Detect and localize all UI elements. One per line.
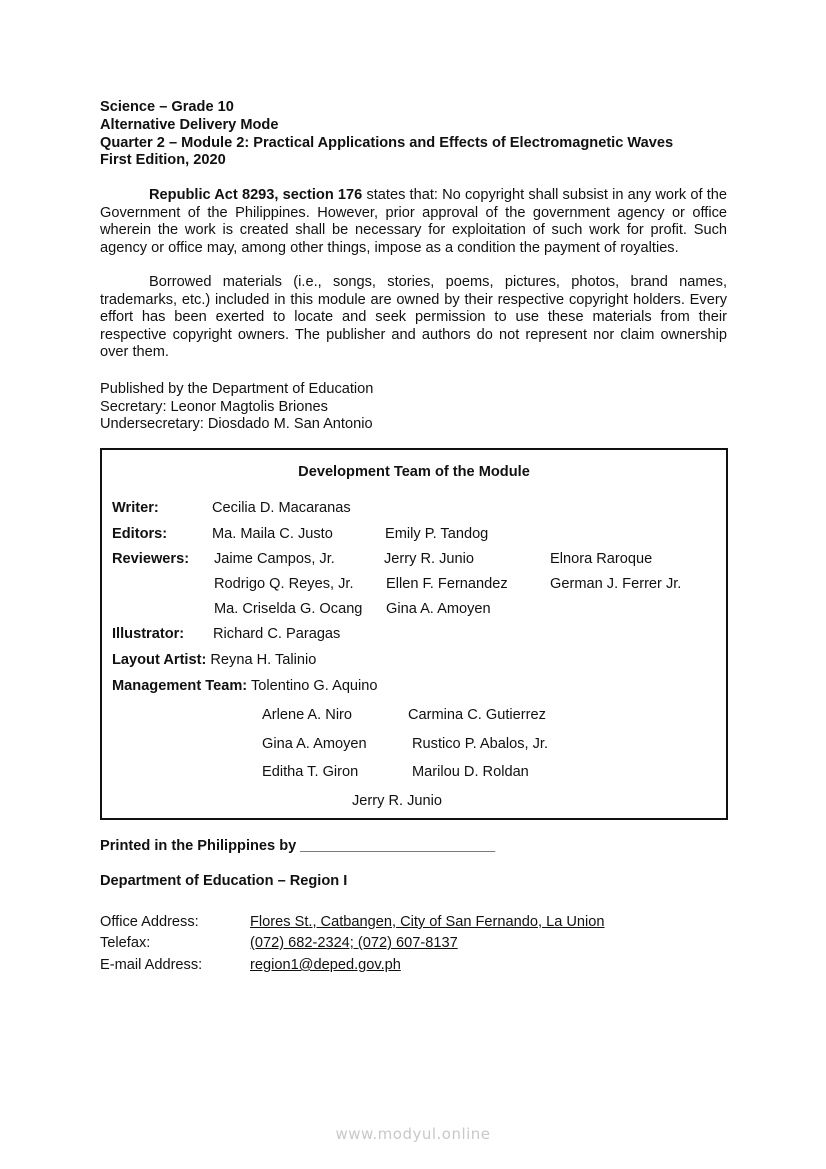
borrowed-materials-paragraph xyxy=(100,274,727,362)
printed-by-label: Printed in the Philippines by xyxy=(100,838,301,854)
printed-by-line xyxy=(100,838,495,854)
layout-artist-label: Layout Artist: xyxy=(112,652,207,668)
printed-by-blank: ________________________ xyxy=(300,838,496,854)
management-member: Arlene A. Niro xyxy=(262,707,353,723)
watermark: www.modyul.online xyxy=(335,1125,491,1143)
borrowed-materials-body: Borrowed materials (i.e., songs, stories, poems, pictures, photos, brand names, trademarks, etc.) included in this module are owned by their respective copyright holders. Every effort has been exerted to locate and seek permission to use these materials from their respective copyright owners. The publisher and authors do not represent nor claim ownership over them. xyxy=(100,274,727,361)
secretary: Secretary: Leonor Magtolis Briones xyxy=(100,398,328,415)
layout-artist-row xyxy=(112,652,316,668)
delivery-mode: Alternative Delivery Mode xyxy=(100,116,279,133)
editors-label: Editors: xyxy=(112,526,168,542)
development-team-title: Development Team of the Module xyxy=(298,464,530,480)
reviewer-name: Jaime Campos, Jr. xyxy=(214,551,335,567)
management-member: Marilou D. Roldan xyxy=(412,764,529,780)
email-label: E-mail Address: xyxy=(100,957,203,973)
management-member: Editha T. Giron xyxy=(262,764,359,780)
development-team-box xyxy=(100,448,728,820)
deped-region-title: Department of Education – Region I xyxy=(100,873,348,889)
writer-label: Writer: xyxy=(112,500,159,516)
edition: First Edition, 2020 xyxy=(100,152,226,169)
management-member: Carmina C. Gutierrez xyxy=(408,707,546,723)
illustrator-name: Richard C. Paragas xyxy=(213,626,341,642)
email-link[interactable]: region1@deped.gov.ph xyxy=(250,957,401,973)
office-address-label: Office Address: xyxy=(100,914,199,930)
reviewer-name: Rodrigo Q. Reyes, Jr. xyxy=(214,576,354,592)
office-address-link[interactable]: Flores St., Catbangen, City of San Fernando, La Union xyxy=(250,914,605,930)
copyright-body: states that: No copyright shall subsist in any work of the Government of the Philippines. However, prior approval of the government agency or office wherein the work is created shall be necessary for exploitation of such work for profit. Such agency or office may, among other things, impose as a condition the payment of royalties. xyxy=(100,187,727,256)
management-team-row xyxy=(112,678,378,694)
reviewer-name: Elnora Raroque xyxy=(550,551,653,567)
management-member: Jerry R. Junio xyxy=(352,793,443,809)
management-member: Gina A. Amoyen xyxy=(262,736,367,752)
document-title-block xyxy=(100,99,673,170)
reviewer-name: Gina A. Amoyen xyxy=(386,601,491,617)
published-by: Published by the Department of Education xyxy=(100,381,374,397)
module-title: Quarter 2 – Module 2: Practical Applications and Effects of Electromagnetic Waves xyxy=(100,134,674,151)
telefax-label: Telefax: xyxy=(100,935,151,951)
illustrator-label: Illustrator: xyxy=(112,626,185,642)
writer-name: Cecilia D. Macaranas xyxy=(212,500,351,516)
management-team-label: Management Team: xyxy=(112,678,248,694)
undersecretary: Undersecretary: Diosdado M. San Antonio xyxy=(100,416,373,433)
reviewer-name: Jerry R. Junio xyxy=(384,551,475,567)
management-member: Rustico P. Abalos, Jr. xyxy=(412,736,549,752)
layout-artist-name: Reyna H. Talinio xyxy=(210,652,317,668)
copyright-paragraph xyxy=(100,187,727,257)
reviewer-name: Ellen F. Fernandez xyxy=(386,576,508,592)
reviewer-name: Ma. Criselda G. Ocang xyxy=(214,601,363,617)
management-head-name: Tolentino G. Aquino xyxy=(250,678,378,694)
reviewers-label: Reviewers: xyxy=(112,551,190,567)
editor-name: Emily P. Tandog xyxy=(385,526,489,542)
subject-grade: Science – Grade 10 xyxy=(100,99,234,115)
republic-act-reference: Republic Act 8293, section 176 xyxy=(149,187,363,203)
reviewer-name: German J. Ferrer Jr. xyxy=(550,576,682,592)
editor-name: Ma. Maila C. Justo xyxy=(212,526,333,542)
telefax-link[interactable]: (072) 682-2324; (072) 607-8137 xyxy=(250,935,458,951)
publisher-block xyxy=(100,381,373,434)
